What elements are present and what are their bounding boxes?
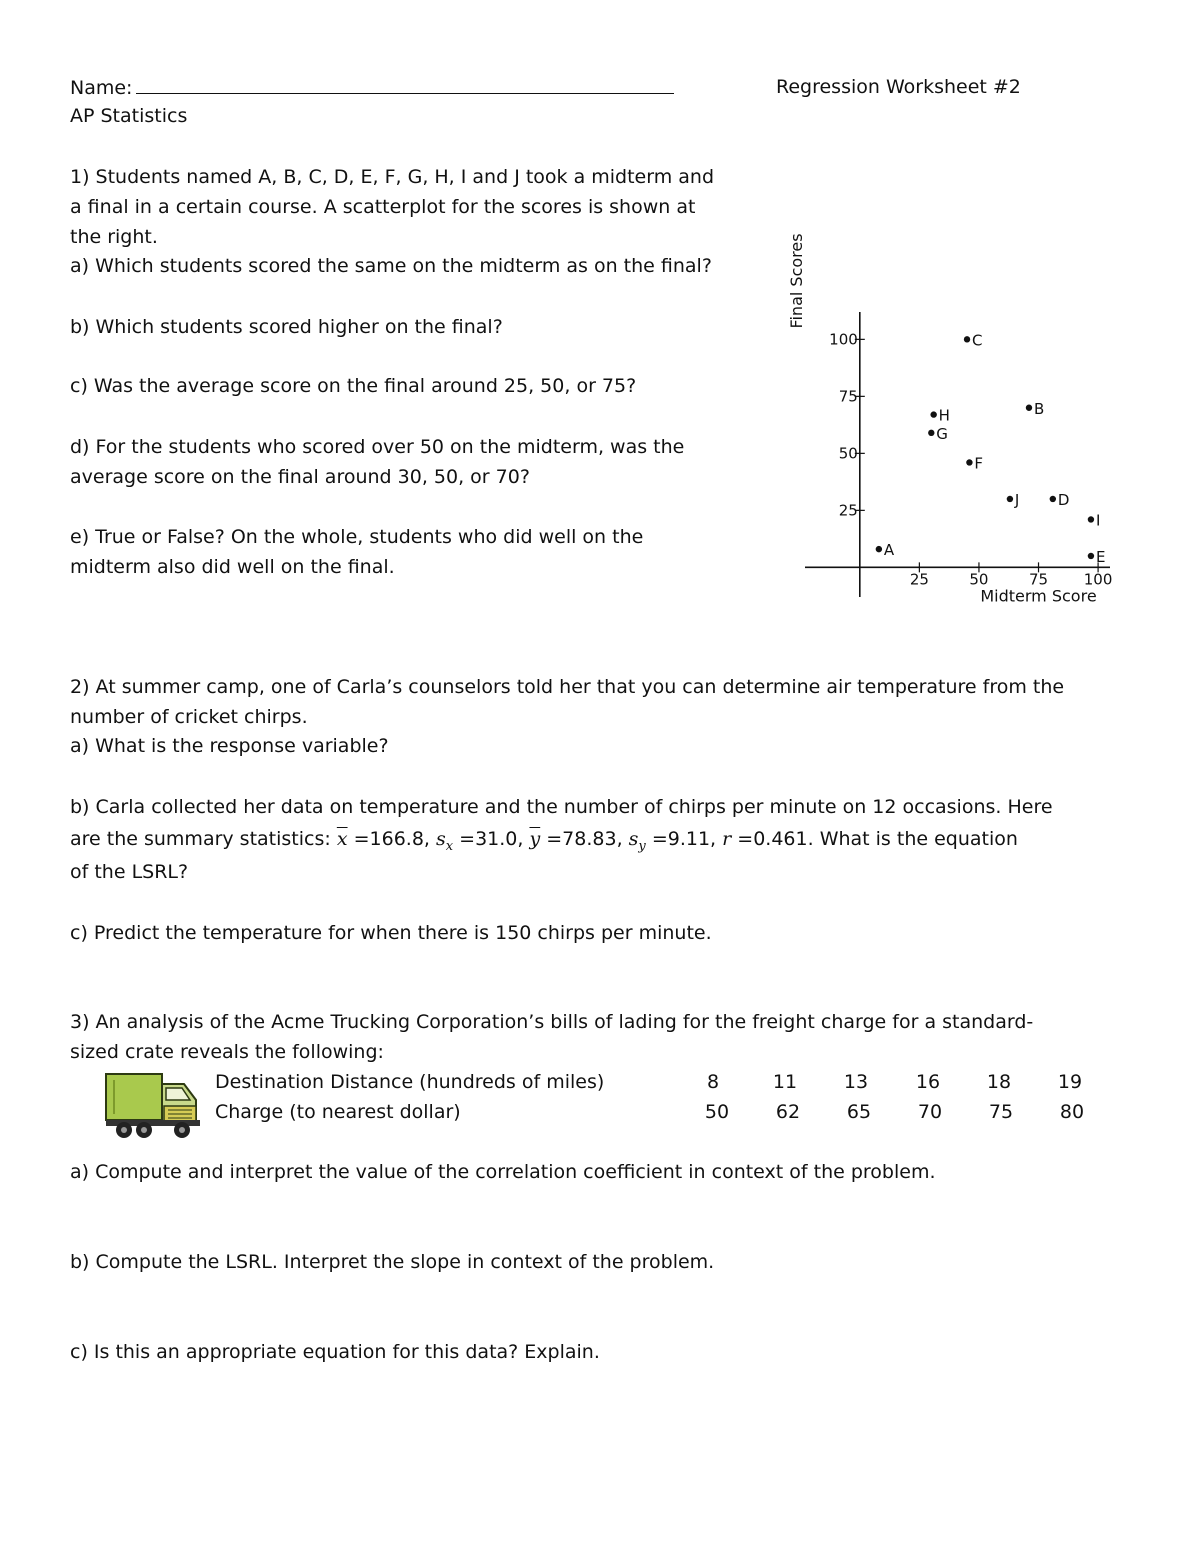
q3-part-c: c) Is this an appropriate equation for this data? Explain. (70, 1341, 600, 1363)
sy-value: =9.11, (651, 828, 717, 850)
data-point (876, 546, 882, 552)
summary-stats-intro: are the summary statistics: (70, 828, 331, 850)
q3-part-b: b) Compute the LSRL. Interpret the slope in context of the problem. (70, 1251, 715, 1273)
q2-line-2: number of cricket chirps. (70, 706, 308, 728)
q2-part-c: c) Predict the temperature for when there is 150 chirps per minute. (70, 922, 712, 944)
data-point (964, 336, 970, 342)
summary-stats-outro: . What is the equation (807, 828, 1018, 850)
q2-part-b-line-1: b) Carla collected her data on temperature and the number of chirps per minute on 12 occasions. Here (70, 796, 1053, 818)
q1-part-d-line-2: average score on the final around 30, 50, or 70? (70, 466, 530, 488)
data-point-label: I (1095, 511, 1101, 530)
q2-part-b-line-3: of the LSRL? (70, 861, 189, 883)
stat-r (722, 828, 807, 850)
distance-cell: 18 (986, 1071, 1012, 1093)
data-point (1026, 405, 1032, 411)
table-row-label-charge: Charge (to nearest dollar) (215, 1101, 461, 1123)
q2-line-1: 2) At summer camp, one of Carla’s counselors told her that you can determine air temperature from the (70, 676, 1065, 698)
data-point (1088, 553, 1094, 559)
data-point-label: B (1033, 399, 1045, 418)
data-point-label: E (1095, 547, 1106, 566)
q2-part-a: a) What is the response variable? (70, 735, 389, 757)
q1-part-e-line-1: e) True or False? On the whole, students who did well on the (70, 526, 644, 548)
sx-symbol: s (436, 828, 446, 850)
data-point (1088, 516, 1094, 522)
data-point (928, 430, 934, 436)
truck-icon (104, 1066, 204, 1140)
data-point-label: A (883, 541, 895, 560)
charge-cell: 80 (1059, 1101, 1085, 1123)
x-tick-label: 50 (969, 570, 989, 589)
y-tick-label: 100 (829, 330, 858, 349)
x-tick-label: 75 (1028, 570, 1049, 589)
stat-sy (628, 828, 717, 854)
q1-part-e-line-2: midterm also did well on the final. (70, 556, 395, 578)
data-point (930, 411, 936, 417)
y-tick-label: 50 (838, 444, 858, 463)
stat-sx (436, 828, 524, 854)
r-symbol: r (722, 828, 732, 850)
q1-line-3: the right. (70, 226, 158, 248)
data-point-label: J (1014, 490, 1020, 509)
charge-cell: 65 (846, 1101, 872, 1123)
y-axis-title: Final Scores (787, 233, 806, 329)
distance-cell: 13 (843, 1071, 869, 1093)
xbar-value: =166.8, (353, 828, 430, 850)
sy-subscript: y (638, 838, 646, 854)
q1-line-1: 1) Students named A, B, C, D, E, F, G, H, I and J took a midterm and (70, 166, 715, 188)
charge-cell: 70 (917, 1101, 943, 1123)
y-tick-label: 25 (838, 501, 858, 520)
data-point-label: F (974, 454, 984, 473)
q1-line-2: a final in a certain course. A scatterplot for the scores is shown at (70, 196, 696, 218)
x-tick-label: 100 (1083, 570, 1113, 589)
q1-part-a: a) Which students scored the same on the midterm as on the final? (70, 255, 712, 277)
ybar-symbol: $\overline{y}$ (529, 828, 541, 850)
sy-symbol: s (628, 828, 639, 850)
distance-cell: 8 (706, 1071, 720, 1093)
q2-part-b-line-2 (70, 827, 1018, 859)
r-value: =0.461 (737, 828, 808, 850)
xbar-symbol: $\overline{x}$ (336, 828, 348, 850)
q3-part-a: a) Compute and interpret the value of the correlation coefficient in context of the problem. (70, 1161, 936, 1183)
data-point-label: G (936, 424, 948, 443)
midterm-final-scatterplot (780, 230, 1120, 610)
charge-cell: 62 (775, 1101, 801, 1123)
charge-cell: 50 (704, 1101, 730, 1123)
data-point-label: C (972, 331, 983, 350)
stat-ybar (529, 828, 622, 850)
data-point-label: H (938, 406, 950, 425)
sx-value: =31.0, (459, 828, 524, 850)
data-point (1050, 496, 1056, 502)
course-name: AP Statistics (70, 105, 188, 127)
q3-line-1: 3) An analysis of the Acme Trucking Corporation’s bills of lading for the freight charge for a standard- (70, 1011, 1034, 1033)
charge-cell: 75 (988, 1101, 1014, 1123)
y-tick-label: 75 (838, 387, 858, 406)
q1-part-d-line-1: d) For the students who scored over 50 on the midterm, was the (70, 436, 685, 458)
table-row-label-distance: Destination Distance (hundreds of miles) (215, 1071, 605, 1093)
data-point (966, 459, 972, 465)
distance-cell: 19 (1057, 1071, 1083, 1093)
sx-subscript: x (445, 838, 454, 854)
worksheet-title: Regression Worksheet #2 (776, 76, 1021, 98)
distance-cell: 16 (915, 1071, 941, 1093)
q1-part-c: c) Was the average score on the final around 25, 50, or 75? (70, 375, 637, 397)
x-axis-title: Midterm Score (980, 586, 1097, 606)
q3-line-2: sized crate reveals the following: (70, 1041, 384, 1063)
distance-cell: 11 (772, 1071, 798, 1093)
name-blank[interactable] (136, 75, 674, 94)
data-point-label: D (1057, 490, 1070, 509)
name-label: Name: (70, 77, 133, 99)
q1-part-b: b) Which students scored higher on the final? (70, 316, 503, 338)
data-point (1007, 496, 1013, 502)
stat-xbar (337, 828, 430, 850)
name-field (70, 75, 674, 100)
ybar-value: =78.83, (546, 828, 623, 850)
x-tick-label: 25 (909, 570, 929, 589)
